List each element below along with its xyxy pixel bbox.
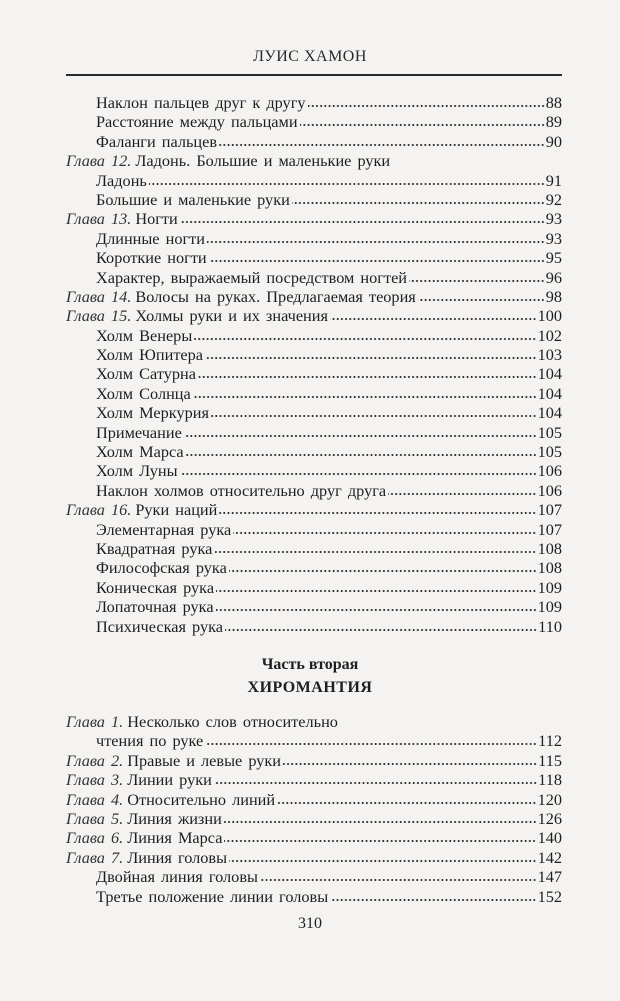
dot-leader xyxy=(283,762,537,766)
dot-leader xyxy=(388,492,536,496)
toc-entry xyxy=(66,403,562,422)
toc-chapter-entry xyxy=(66,790,562,809)
toc-entry xyxy=(66,481,562,500)
entry-page-number: 109 xyxy=(537,577,562,597)
entry-page-number: 118 xyxy=(538,770,562,790)
entry-page-number: 126 xyxy=(537,808,562,828)
dot-leader xyxy=(193,395,537,399)
toc-chapter-entry xyxy=(66,751,562,770)
chapter-number: Глава 4. xyxy=(66,789,124,809)
dot-leader xyxy=(149,182,545,186)
entry-page-number: 105 xyxy=(537,422,562,442)
toc-entry xyxy=(66,539,562,558)
entry-title: Большие и маленькие руки xyxy=(96,189,290,209)
entry-page-number: 88 xyxy=(545,93,562,112)
dot-leader xyxy=(308,104,545,108)
header-rule xyxy=(66,74,562,76)
entry-page-number: 93 xyxy=(545,209,562,229)
chapter-number: Глава 6. xyxy=(66,828,124,848)
entry-title: Холм Луны xyxy=(96,461,178,481)
dot-leader xyxy=(418,298,545,302)
entry-title: Двойная линия головы xyxy=(96,867,258,887)
entry-title: Психическая рука xyxy=(96,616,224,636)
entry-page-number: 142 xyxy=(537,847,562,867)
toc-chapter-entry xyxy=(66,500,562,519)
entry-page-number: 93 xyxy=(545,228,562,248)
entry-title: Наклон пальцев друг к другу xyxy=(96,93,306,112)
entry-page-number: 104 xyxy=(537,364,562,384)
toc-entry xyxy=(66,384,562,403)
entry-title: Ногти xyxy=(135,209,178,229)
dot-leader xyxy=(205,356,537,360)
entry-title: Философская рука xyxy=(96,558,227,578)
entry-page-number: 107 xyxy=(537,519,562,539)
dot-leader xyxy=(330,317,537,321)
chapter-number: Глава 2. xyxy=(66,750,124,770)
entry-title: Расстояние между пальцами xyxy=(96,112,298,132)
dot-leader xyxy=(224,839,536,843)
entry-page-number: 90 xyxy=(545,131,562,151)
entry-title: Характер, выражаемый посредством ногтей xyxy=(96,267,408,287)
entry-page-number: 96 xyxy=(545,267,562,287)
entry-page-number: 89 xyxy=(545,112,562,132)
dot-leader xyxy=(219,511,536,515)
toc-entry xyxy=(66,229,562,248)
dot-leader xyxy=(186,453,537,457)
entry-page-number: 120 xyxy=(537,789,562,809)
toc-entry xyxy=(66,887,562,906)
entry-title: Линия Марса xyxy=(127,828,223,848)
entry-title: Правые и левые руки xyxy=(127,750,282,770)
dot-leader xyxy=(216,589,537,593)
toc-entry xyxy=(66,93,562,112)
entry-page-number: 98 xyxy=(545,286,562,306)
entry-page-number: 108 xyxy=(537,538,562,558)
entry-page-number: 100 xyxy=(537,306,562,326)
entry-title: Холмы руки и их значения xyxy=(135,306,328,326)
entry-page-number: 95 xyxy=(545,248,562,268)
entry-title: Линии руки xyxy=(127,770,212,790)
entry-page-number: 91 xyxy=(545,170,562,190)
entry-page-number: 106 xyxy=(537,480,562,500)
toc-entry xyxy=(66,112,562,131)
dot-leader xyxy=(225,628,537,632)
entry-page-number: 103 xyxy=(537,345,562,365)
part-label: Часть вторая xyxy=(261,656,359,673)
dot-leader xyxy=(216,608,537,612)
toc-entry xyxy=(66,558,562,577)
entry-page-number: 140 xyxy=(537,828,562,848)
entry-page-number: 104 xyxy=(537,403,562,423)
dot-leader xyxy=(330,898,536,902)
toc-section-part-two xyxy=(66,712,562,906)
toc-chapter-entry xyxy=(66,209,562,228)
chapter-number: Глава 16. xyxy=(66,500,132,520)
entry-page-number: 147 xyxy=(537,867,562,887)
chapter-number: Глава 5. xyxy=(66,808,124,828)
toc-entry xyxy=(66,171,562,190)
chapter-number: Глава 3. xyxy=(66,770,124,790)
toc-entry xyxy=(66,190,562,209)
entry-title: Квадратная рука xyxy=(96,538,213,558)
entry-title: Элементарная рука xyxy=(96,519,232,539)
chapter-number: Глава 1. xyxy=(66,712,124,731)
dot-leader xyxy=(219,143,545,147)
dot-leader xyxy=(180,220,545,224)
entry-title: Руки наций xyxy=(135,500,218,520)
entry-page-number: 109 xyxy=(537,597,562,617)
toc-chapter-entry xyxy=(66,712,562,731)
part-title: ХИРОМАНТИЯ xyxy=(247,679,373,696)
dot-leader xyxy=(409,279,545,283)
dot-leader xyxy=(194,337,536,341)
toc-chapter-entry xyxy=(66,809,562,828)
dot-leader xyxy=(211,414,537,418)
dot-leader xyxy=(229,569,537,573)
toc-entry xyxy=(66,442,562,461)
entry-title: Линия жизни xyxy=(127,808,222,828)
entry-title: Коническая рука xyxy=(96,577,215,597)
toc-chapter-entry xyxy=(66,287,562,306)
toc-entry xyxy=(66,268,562,287)
dot-leader xyxy=(224,820,537,824)
toc-entry xyxy=(66,617,562,636)
dot-leader xyxy=(205,742,537,746)
chapter-number: Глава 15. xyxy=(66,306,132,326)
toc-entry xyxy=(66,345,562,364)
entry-page-number: 108 xyxy=(537,558,562,578)
dot-leader xyxy=(214,550,536,554)
entry-title: чтения по руке xyxy=(96,731,204,751)
entry-title: Лопаточная рука xyxy=(96,597,214,617)
entry-title: Волосы на руках. Предлагаемая теория xyxy=(135,286,416,306)
dot-leader xyxy=(229,859,537,863)
entry-page-number: 115 xyxy=(538,750,562,770)
entry-title: Примечание xyxy=(96,422,182,442)
dot-leader xyxy=(207,240,545,244)
toc-entry xyxy=(66,731,562,750)
toc-section-part-one xyxy=(66,93,562,636)
entry-title: Холм Меркурия xyxy=(96,403,209,423)
toc-chapter-entry xyxy=(66,848,562,867)
toc-chapter-entry xyxy=(66,828,562,847)
entry-page-number: 102 xyxy=(537,325,562,345)
dot-leader xyxy=(260,878,537,882)
entry-title: Третье положение линии головы xyxy=(96,886,329,906)
chapter-number: Глава 14. xyxy=(66,286,132,306)
entry-title: Ладонь xyxy=(96,170,147,190)
entry-title: Фаланги пальцев xyxy=(96,131,218,151)
toc-entry xyxy=(66,597,562,616)
entry-title: Холм Венеры xyxy=(96,325,193,345)
dot-leader xyxy=(180,472,537,476)
entry-title: Холм Юпитера xyxy=(96,345,204,365)
entry-title: Ладонь. Большие и маленькие руки xyxy=(135,151,391,171)
entry-title: Наклон холмов относительно друг друга xyxy=(96,480,387,500)
toc-entry xyxy=(66,461,562,480)
dot-leader xyxy=(300,123,545,127)
entry-title: Холм Марса xyxy=(96,442,184,462)
entry-title: Несколько слов относительно xyxy=(127,712,338,731)
entry-page-number: 105 xyxy=(537,442,562,462)
dot-leader xyxy=(184,434,537,438)
dot-leader xyxy=(209,259,545,263)
entry-page-number: 104 xyxy=(537,383,562,403)
toc-entry xyxy=(66,132,562,151)
entry-page-number: 107 xyxy=(537,500,562,520)
toc-entry xyxy=(66,867,562,886)
entry-title: Относительно линий xyxy=(127,789,276,809)
dot-leader xyxy=(277,801,536,805)
dot-leader xyxy=(292,201,545,205)
toc-chapter-entry xyxy=(66,306,562,325)
toc-entry xyxy=(66,364,562,383)
entry-page-number: 112 xyxy=(538,731,562,751)
toc-entry xyxy=(66,326,562,345)
running-head: ЛУИС ХАМОН xyxy=(253,48,367,65)
toc-chapter-entry xyxy=(66,151,562,170)
dot-leader xyxy=(214,781,537,785)
toc-chapter-entry xyxy=(66,770,562,789)
chapter-number: Глава 13. xyxy=(66,209,132,229)
chapter-number: Глава 7. xyxy=(66,847,124,867)
page-number: 310 xyxy=(298,915,322,932)
entry-title: Длинные ногти xyxy=(96,228,205,248)
entry-page-number: 152 xyxy=(537,886,562,906)
entry-title: Холм Солнца xyxy=(96,383,191,403)
entry-page-number: 106 xyxy=(537,461,562,481)
entry-title: Короткие ногти xyxy=(96,248,207,268)
toc-entry xyxy=(66,423,562,442)
dot-leader xyxy=(198,375,537,379)
toc-entry xyxy=(66,578,562,597)
toc-entry xyxy=(66,248,562,267)
entry-title: Линия головы xyxy=(127,847,228,867)
entry-title: Холм Сатурна xyxy=(96,364,196,384)
dot-leader xyxy=(233,531,536,535)
chapter-number: Глава 12. xyxy=(66,151,132,171)
toc-entry xyxy=(66,520,562,539)
entry-page-number: 110 xyxy=(538,616,562,636)
entry-page-number: 92 xyxy=(545,189,562,209)
